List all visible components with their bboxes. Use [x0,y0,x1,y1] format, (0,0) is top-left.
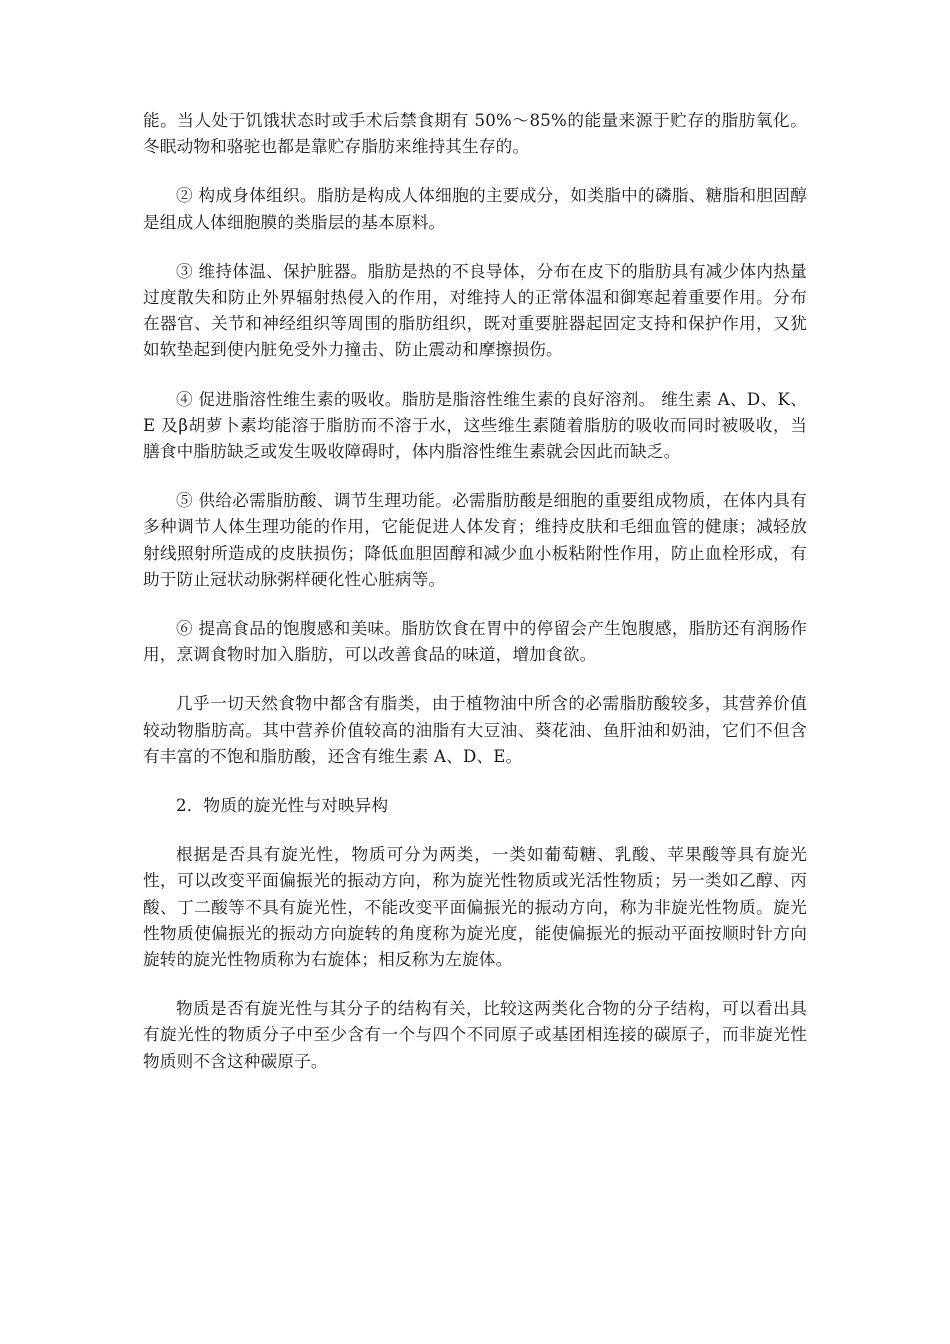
section-heading: 2．物质的旋光性与对映异构 [176,796,389,816]
paragraph-natural-foods: 几乎一切天然食物中都含有脂类，由于植物油中所含的必需脂肪酸较多，其营养价值较动物脂肪高。其中营养价值较高的油脂有大豆油、葵花油、鱼肝油和奶油，它们不但含有丰富的不饱和脂肪酸，还含有维生素 A、D、E。 [143,694,807,766]
paragraph-molecular-structure: 物质是否有旋光性与其分子的结构有关，比较这两类化合物的分子结构，可以看出具有旋光性的物质分子中至少含有一个与四个不同原子或基团相连接的碳原子，而非旋光性物质则不含这种碳原子。 [143,999,807,1071]
paragraph-essential-fatty-acids: ⑤ 供给必需脂肪酸、调节生理功能。必需脂肪酸是细胞的重要组成物质，在体内具有多种调节人体生理功能的作用，它能促进人体发育；维持皮肤和毛细血管的健康；减轻放射线照射所造成的皮肤损伤；降低血胆固醇和减少血小板粘附性作用，防止血栓形成，有助于防止冠状动脉粥样硬化性心脏病等。 [143,491,807,589]
paragraph-energy-continued: 能。当人处于饥饿状态时或手术后禁食期有 50%～85%的能量来源于贮存的脂肪氧化。冬眠动物和骆驼也都是靠贮存脂肪来维持其生存的。 [143,111,807,157]
document-page [143,108,807,1098]
paragraph-satiety: ⑥ 提高食品的饱腹感和美味。脂肪饮食在胃中的停留会产生饱腹感，脂肪还有润肠作用，烹调食物时加入脂肪，可以改善食品的味道，增加食欲。 [143,619,807,665]
paragraph-optical-activity: 根据是否具有旋光性，物质可分为两类，一类如葡萄糖、乳酸、苹果酸等具有旋光性，可以改变平面偏振光的振动方向，称为旋光性物质或光活性物质；另一类如乙醇、丙酸、丁二酸等不具有旋光性，不能改变平面偏振光的振动方向，称为非旋光性物质。旋光性物质使偏振光的振动方向旋转的角度称为旋光度，能使偏振光的振动平面按顺时针方向旋转的旋光性物质称为右旋体；相反称为左旋体。 [143,845,807,970]
paragraph-vitamin-absorption: ④ 促进脂溶性维生素的吸收。脂肪是脂溶性维生素的良好溶剂。 维生素 A、D、K、E 及β胡萝卜素均能溶于脂肪而不溶于水，这些维生素随着脂肪的吸收而同时被吸收，当膳食中脂肪缺乏或发生吸收障碍时，体内脂溶性维生素就会因此而缺乏。 [143,389,807,462]
paragraph-body-temperature: ③ 维持体温、保护脏器。脂肪是热的不良导体，分布在皮下的脂肪具有减少体内热量过度散失和防止外界辐射热侵入的作用，对维持人的正常体温和御寒起着重要作用。分布在器官、关节和神经组织等周围的脂肪组织，既对重要脏器起固定支持和保护作用，又犹如软垫起到使内脏免受外力撞击、防止震动和摩擦损伤。 [143,261,807,360]
paragraph-body-tissue: ② 构成身体组织。脂肪是构成人体细胞的主要成分，如类脂中的磷脂、糖脂和胆固醇是组成人体细胞膜的类脂层的基本原料。 [143,186,807,232]
